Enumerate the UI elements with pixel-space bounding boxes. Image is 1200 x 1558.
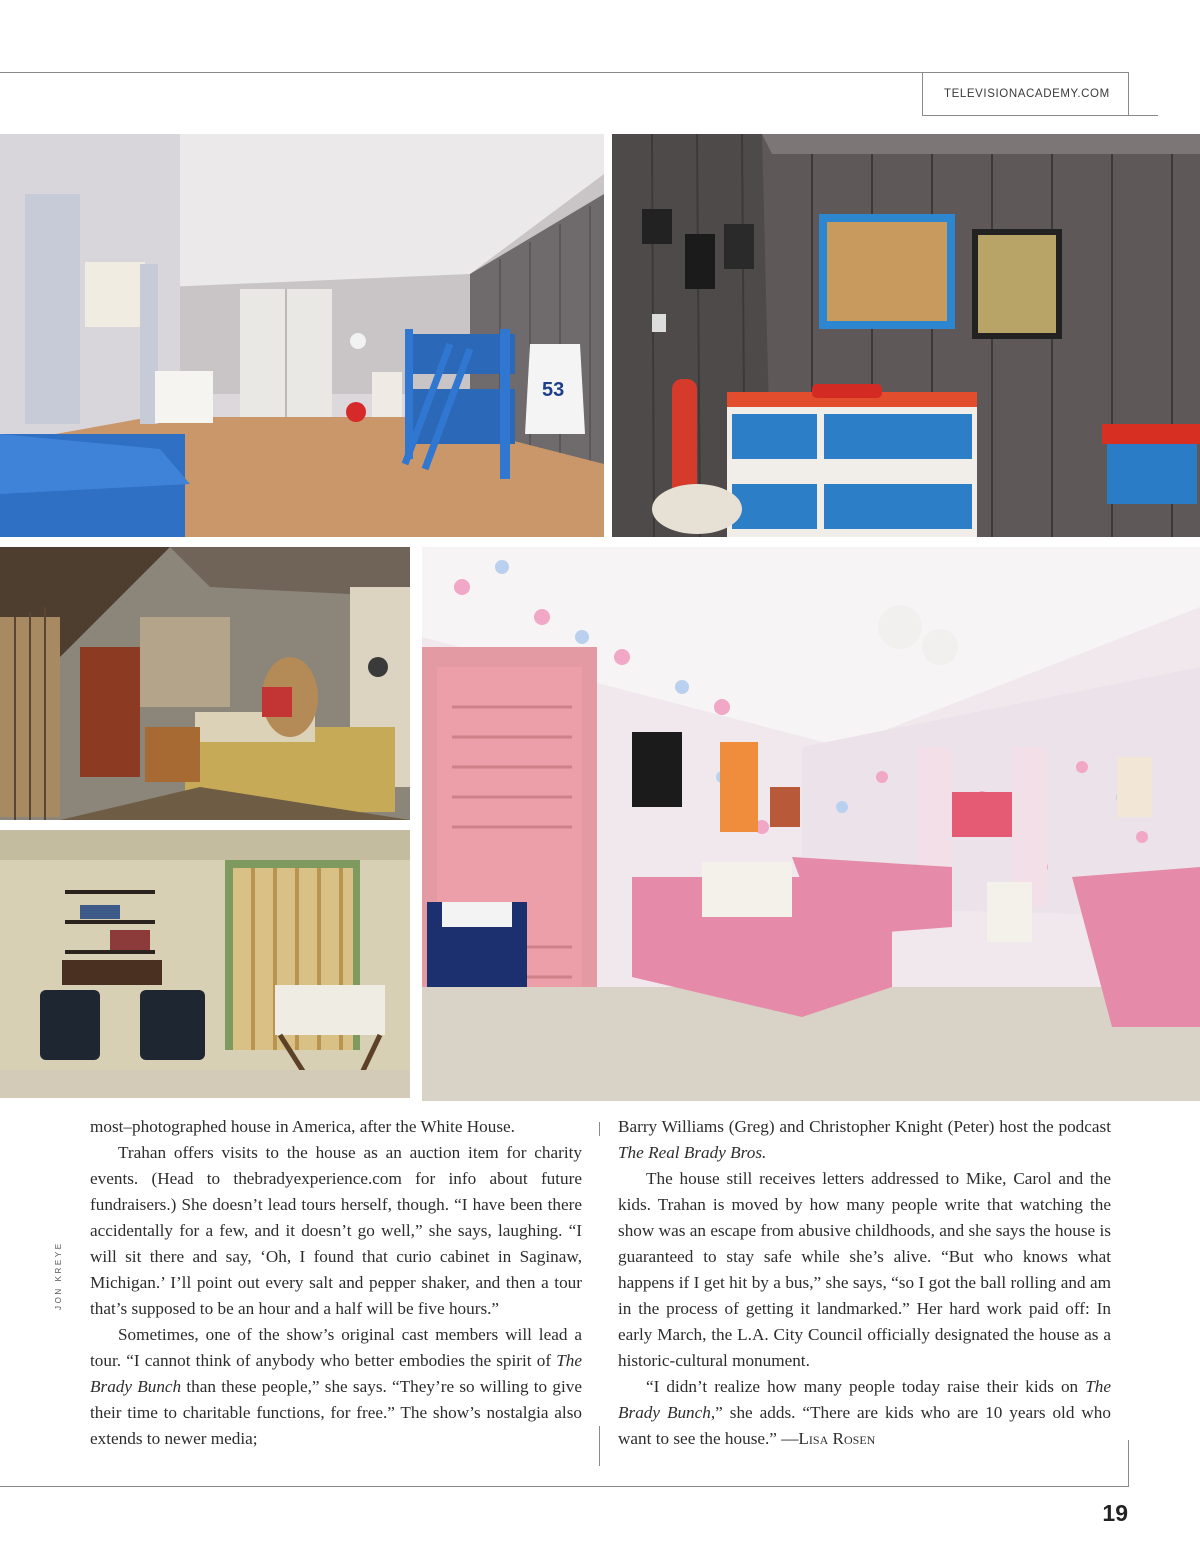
site-name: TELEVISIONACADEMY.COM (944, 88, 1110, 100)
header-rule-vertical (922, 72, 923, 116)
svg-text:53: 53 (542, 379, 565, 401)
author-byline: Lisa Rosen (798, 1429, 876, 1448)
header-rule-bottom (922, 115, 1158, 116)
photo-credit: JON KREYE (54, 1241, 63, 1310)
paragraph-right-3: “I didn’t realize how many people today raise their kids on The Brady Bunch,” she adds. “There are kids who are 10 years old who want to see the house.” —Lisa Rosen (618, 1377, 1111, 1448)
photo-girls-room (422, 547, 1200, 1101)
page-number: 19 (1102, 1500, 1128, 1526)
photo-attic-room (0, 547, 410, 820)
header-rule-top (0, 72, 1129, 73)
paragraph-left-1: most–photographed house in America, after the White House. (90, 1117, 515, 1136)
paragraph-right-2: The house still receives letters addressed to Mike, Carol and the kids. Trahan is moved by how many people write that watching the show was an escape from abusive childhoods, and she says the house is guaranteed to stay safe while she’s alive. “But who knows what happens if I get hit by a bus,” she says, “so I got the ball rolling and am in the process of getting it landmarked.” Her hard work paid off: In early March, the L.A. City Council officially designated the house as a historic-cultural monument. (618, 1169, 1111, 1370)
paragraph-left-3: Sometimes, one of the show’s original cast members will lead a tour. “I cannot think of anybody who better embodies the spirit of The Brady Bunch than these people,” she says. “They’re so willing to give their time to charitable functions, for free.” The show’s nostalgia also extends to newer media; (90, 1325, 582, 1448)
photo-dresser-corner (612, 134, 1200, 537)
article-column-right (618, 1114, 1111, 1452)
podcast-title: The Real Brady Bros. (618, 1143, 767, 1162)
column-divider (599, 1122, 600, 1136)
header-rule-right (1128, 72, 1129, 116)
footer-rule (0, 1486, 1129, 1487)
show-title: The Brady Bunch (618, 1377, 1111, 1422)
footer-rule-right (1128, 1440, 1129, 1486)
show-title: The Brady Bunch (90, 1351, 582, 1396)
photo-boys-room (0, 134, 604, 537)
article-column-left (90, 1114, 582, 1452)
paragraph-right-1: Barry Williams (Greg) and Christopher Knight (Peter) host the podcast The Real Brady Bros. (618, 1117, 1111, 1162)
column-divider-bottom (599, 1426, 600, 1466)
photo-den (0, 830, 410, 1098)
paragraph-left-2: Trahan offers visits to the house as an auction item for charity events. (Head to thebradyexperience.com for info about future fundraisers.) She doesn’t lead tours herself, though. “I have been there accidentally for a few, and it doesn’t go well,” she says, laughing. “I will sit there and say, ‘Oh, I found that curio cabinet in Saginaw, Michigan.’ I’ll point out every salt and pepper shaker, and then a tour that’s supposed to be an hour and a half will be five hours.” (90, 1143, 582, 1318)
